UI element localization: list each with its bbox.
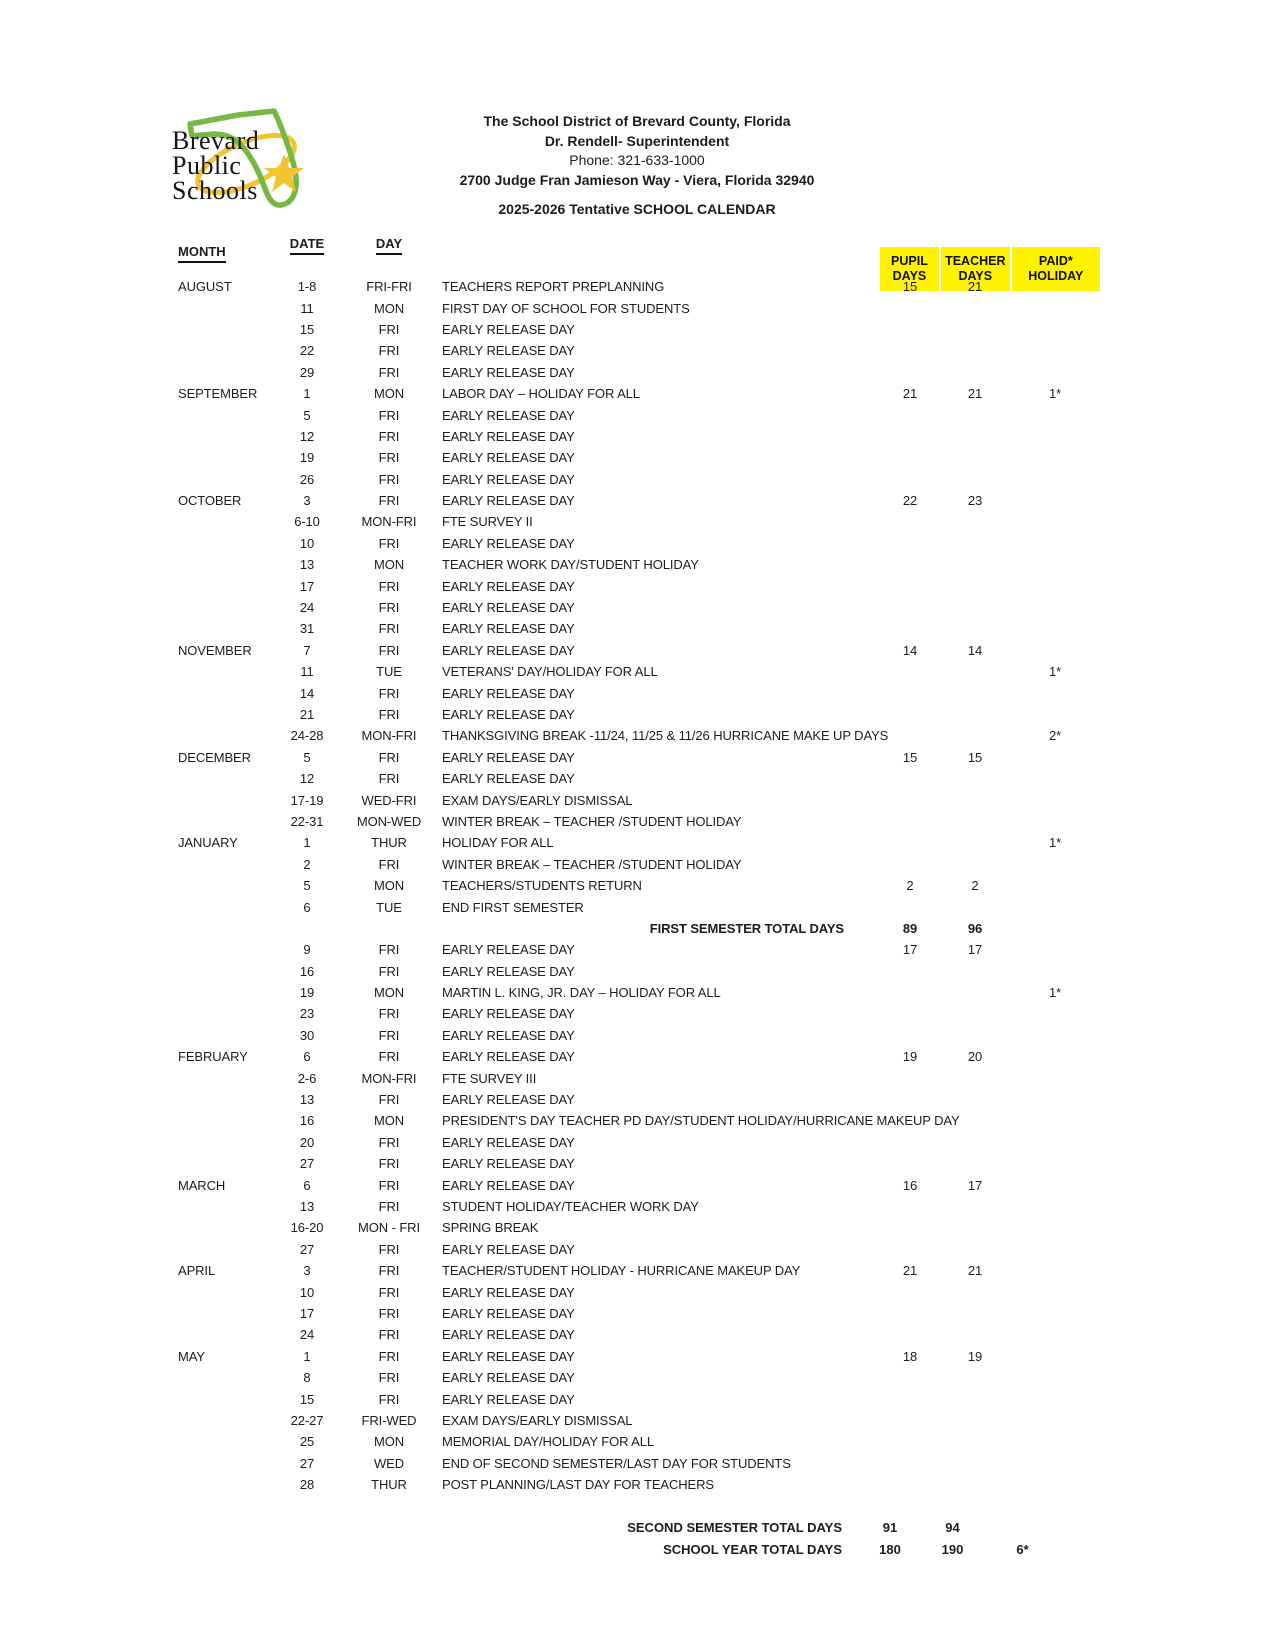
day-cell: FRI <box>378 321 400 337</box>
event-cell: LABOR DAY – HOLIDAY FOR ALL <box>442 386 640 402</box>
day-cell: FRI <box>378 343 400 359</box>
pupil-days-cell: 16 <box>902 1177 918 1193</box>
calendar-row <box>0 1281 1275 1302</box>
calendar-row <box>0 1003 1275 1024</box>
calendar-row <box>0 554 1275 575</box>
pupil-days-cell: 15 <box>902 749 918 765</box>
total-paid-holidays: 6* <box>1016 1541 1029 1557</box>
event-cell: EARLY RELEASE DAY <box>442 1348 575 1364</box>
event-cell: EARLY RELEASE DAY <box>442 600 575 616</box>
day-cell: FRI <box>378 407 400 423</box>
logo-text: Brevard Public Schools <box>172 126 260 205</box>
day-cell: MON <box>373 878 405 894</box>
calendar-row <box>0 768 1275 789</box>
date-cell: 13 <box>299 1092 315 1108</box>
date-cell: 29 <box>299 364 315 380</box>
date-cell: 7 <box>303 642 311 658</box>
date-cell: 9 <box>303 942 311 958</box>
pupil-days-cell: 14 <box>902 642 918 658</box>
day-cell: WED-FRI <box>361 792 417 808</box>
calendar-row <box>0 1367 1275 1388</box>
event-cell: EARLY RELEASE DAY <box>442 450 575 466</box>
day-cell: FRI <box>378 471 400 487</box>
calendar-row <box>0 832 1275 853</box>
pupil-days-cell: 18 <box>902 1348 918 1364</box>
month-cell: JANUARY <box>178 835 238 851</box>
day-cell: FRI <box>378 771 400 787</box>
calendar-row <box>0 961 1275 982</box>
date-cell: 17-19 <box>290 792 324 808</box>
day-cell: FRI <box>378 1092 400 1108</box>
event-cell: EARLY RELEASE DAY <box>442 621 575 637</box>
calendar-row <box>0 704 1275 725</box>
date-cell: 8 <box>303 1370 311 1386</box>
event-cell: EXAM DAYS/EARLY DISMISSAL <box>442 1412 633 1428</box>
day-cell: FRI <box>378 685 400 701</box>
calendar-row <box>0 661 1275 682</box>
calendar-row <box>0 811 1275 832</box>
event-cell: EARLY RELEASE DAY <box>442 578 575 594</box>
calendar-row <box>0 1174 1275 1195</box>
calendar-row <box>0 1410 1275 1431</box>
event-cell: EARLY RELEASE DAY <box>442 1305 575 1321</box>
calendar-row <box>0 1452 1275 1473</box>
event-cell: EARLY RELEASE DAY <box>442 407 575 423</box>
event-cell: END FIRST SEMESTER <box>442 899 584 915</box>
day-cell: FRI <box>378 1370 400 1386</box>
day-cell: WED <box>373 1455 405 1471</box>
teacher-days-cell: 21 <box>967 386 983 402</box>
event-cell: EARLY RELEASE DAY <box>442 1049 575 1065</box>
event-cell: EARLY RELEASE DAY <box>442 642 575 658</box>
event-cell: EARLY RELEASE DAY <box>442 963 575 979</box>
calendar-row <box>0 1431 1275 1452</box>
month-cell: FEBRUARY <box>178 1049 248 1065</box>
calendar-row <box>0 1089 1275 1110</box>
event-cell: POST PLANNING/LAST DAY FOR TEACHERS <box>442 1477 714 1493</box>
address-line: 2700 Judge Fran Jamieson Way - Viera, Florida 32940 <box>459 171 815 188</box>
pupil-days-cell: 17 <box>902 942 918 958</box>
date-cell: 12 <box>299 428 315 444</box>
paid-holiday-header: PAID* HOLIDAY <box>1010 247 1100 291</box>
day-cell: FRI <box>378 856 400 872</box>
calendar-row <box>0 789 1275 810</box>
event-cell: EARLY RELEASE DAY <box>442 1006 575 1022</box>
month-cell: SEPTEMBER <box>178 386 258 402</box>
event-cell: TEACHER WORK DAY/STUDENT HOLIDAY <box>442 557 699 573</box>
event-cell: EARLY RELEASE DAY <box>442 749 575 765</box>
day-cell: FRI-WED <box>361 1412 417 1428</box>
calendar-row <box>0 447 1275 468</box>
date-cell: 22 <box>299 343 315 359</box>
date-cell: 22-31 <box>290 813 324 829</box>
calendar-row <box>0 276 1275 297</box>
day-cell: FRI <box>378 493 400 509</box>
event-cell: EXAM DAYS/EARLY DISMISSAL <box>442 792 633 808</box>
event-cell: EARLY RELEASE DAY <box>442 1284 575 1300</box>
day-cell: MON-FRI <box>361 514 417 530</box>
date-cell: 2-6 <box>297 1070 317 1086</box>
day-cell: FRI <box>378 642 400 658</box>
day-cell: FRI <box>378 364 400 380</box>
year-totals <box>0 1516 1275 1560</box>
calendar-row <box>0 404 1275 425</box>
day-cell: FRI <box>378 749 400 765</box>
calendar-row <box>0 918 1275 939</box>
calendar-row <box>0 1110 1275 1131</box>
date-cell: 24 <box>299 600 315 616</box>
calendar-row <box>0 533 1275 554</box>
paid-holiday-cell: 1* <box>1048 386 1062 402</box>
pupil-days-cell: 21 <box>902 1263 918 1279</box>
month-cell: MAY <box>178 1348 205 1364</box>
calendar-row <box>0 1239 1275 1260</box>
day-cell: FRI <box>378 707 400 722</box>
date-cell: 12 <box>299 771 315 787</box>
calendar-row <box>0 1474 1275 1495</box>
pupil-days-cell: 15 <box>902 279 918 295</box>
month-column-header: MONTH <box>178 244 226 263</box>
date-cell: 1 <box>303 386 311 402</box>
event-cell: EARLY RELEASE DAY <box>442 364 575 380</box>
paid-holiday-cell: 1* <box>1048 985 1062 1001</box>
day-cell: FRI-FRI <box>366 279 412 295</box>
day-cell: MON <box>373 557 405 573</box>
calendar-row <box>0 1046 1275 1067</box>
day-cell: FRI <box>378 1156 400 1172</box>
total-pupil-days: 91 <box>882 1519 898 1535</box>
day-cell: FRI <box>378 1177 400 1193</box>
date-cell: 27 <box>299 1455 315 1471</box>
calendar-row <box>0 640 1275 661</box>
event-cell: MARTIN L. KING, JR. DAY – HOLIDAY FOR ALL <box>442 985 721 1001</box>
event-cell: EARLY RELEASE DAY <box>442 1177 575 1193</box>
day-cell: FRI <box>378 1348 400 1364</box>
month-cell: APRIL <box>178 1263 216 1279</box>
calendar-row <box>0 1025 1275 1046</box>
calendar-row <box>0 618 1275 639</box>
date-cell: 3 <box>303 493 311 509</box>
event-cell: SPRING BREAK <box>442 1220 539 1236</box>
pupil-days-cell: 89 <box>902 920 918 936</box>
date-cell: 23 <box>299 1006 315 1022</box>
day-cell: MON <box>373 1113 405 1129</box>
date-cell: 21 <box>299 707 315 722</box>
day-cell: FRI <box>378 963 400 979</box>
event-cell: FTE SURVEY III <box>442 1070 537 1086</box>
day-cell: FRI <box>378 621 400 637</box>
day-cell: THUR <box>371 1477 407 1493</box>
date-cell: 6 <box>303 1177 311 1193</box>
calendar-row <box>0 1217 1275 1238</box>
event-cell: EARLY RELEASE DAY <box>442 1370 575 1386</box>
date-cell: 1-8 <box>297 279 317 295</box>
superintendent-line: Dr. Rendell- Superintendent <box>544 132 730 149</box>
calendar-row <box>0 426 1275 447</box>
pupil-days-cell: 21 <box>902 386 918 402</box>
paid-holiday-cell: 1* <box>1048 835 1062 851</box>
calendar-row <box>0 511 1275 532</box>
teacher-days-cell: 21 <box>967 279 983 295</box>
teacher-days-cell: 96 <box>967 920 983 936</box>
phone-line: Phone: 321-633-1000 <box>569 152 705 168</box>
event-cell: EARLY RELEASE DAY <box>442 1327 575 1343</box>
event-cell: EARLY RELEASE DAY <box>442 1027 575 1043</box>
calendar-row <box>0 319 1275 340</box>
day-cell: FRI <box>378 535 400 551</box>
event-cell: EARLY RELEASE DAY <box>442 707 575 722</box>
calendar-row <box>0 939 1275 960</box>
day-cell: FRI <box>378 1327 400 1343</box>
day-cell: MON-WED <box>356 813 422 829</box>
day-cell: THUR <box>371 835 407 851</box>
calendar-row <box>0 1346 1275 1367</box>
date-cell: 1 <box>303 835 311 851</box>
calendar-row <box>0 575 1275 596</box>
total-teacher-days: 190 <box>941 1541 964 1557</box>
day-cell: FRI <box>378 1284 400 1300</box>
event-cell: FIRST DAY OF SCHOOL FOR STUDENTS <box>442 300 690 316</box>
calendar-rows <box>0 276 1275 1495</box>
teacher-days-cell: 2 <box>971 878 979 894</box>
calendar-row <box>0 854 1275 875</box>
date-cell: 28 <box>299 1477 315 1493</box>
teacher-days-cell: 23 <box>967 493 983 509</box>
calendar-row <box>0 1153 1275 1174</box>
day-cell: FRI <box>378 1049 400 1065</box>
date-column-header: DATE <box>278 236 336 255</box>
date-cell: 10 <box>299 535 315 551</box>
calendar-row <box>0 469 1275 490</box>
event-cell: EARLY RELEASE DAY <box>442 942 575 958</box>
calendar-row <box>0 896 1275 917</box>
calendar-row <box>0 597 1275 618</box>
calendar-title: 2025-2026 Tentative SCHOOL CALENDAR <box>498 201 776 217</box>
event-cell: EARLY RELEASE DAY <box>442 493 575 509</box>
calendar-row <box>0 1196 1275 1217</box>
date-cell: 16 <box>299 1113 315 1129</box>
teacher-days-header: TEACHER DAYS <box>939 247 1010 291</box>
date-cell: 13 <box>299 557 315 573</box>
calendar-row <box>0 1388 1275 1409</box>
day-cell: FRI <box>378 1027 400 1043</box>
calendar-row <box>0 340 1275 361</box>
month-cell: AUGUST <box>178 279 232 295</box>
event-cell: EARLY RELEASE DAY <box>442 428 575 444</box>
school-year-total-row <box>0 1538 1275 1560</box>
pupil-days-header: PUPIL DAYS <box>891 254 928 283</box>
event-cell: THANKSGIVING BREAK -11/24, 11/25 & 11/26 HURRICANE MAKE UP DAYS <box>442 728 889 744</box>
date-cell: 5 <box>303 407 311 423</box>
event-cell: EARLY RELEASE DAY <box>442 1134 575 1150</box>
day-cell: MON <box>373 300 405 316</box>
event-cell: EARLY RELEASE DAY <box>442 471 575 487</box>
date-cell: 26 <box>299 471 315 487</box>
second-semester-total-row <box>0 1516 1275 1538</box>
event-cell: EARLY RELEASE DAY <box>442 1391 575 1407</box>
event-cell: VETERANS' DAY/HOLIDAY FOR ALL <box>442 664 658 680</box>
date-cell: 11 <box>300 664 314 680</box>
event-cell: PRESIDENT'S DAY TEACHER PD DAY/STUDENT HOLIDAY/HURRICANE MAKEUP DAY <box>442 1113 960 1129</box>
day-cell: FRI <box>378 600 400 616</box>
day-cell: FRI <box>378 1391 400 1407</box>
date-cell: 27 <box>299 1241 315 1257</box>
teacher-days-cell: 19 <box>967 1348 983 1364</box>
calendar-row <box>0 1132 1275 1153</box>
pupil-days-cell: 22 <box>902 493 918 509</box>
paid-holiday-cell: 1* <box>1048 664 1062 680</box>
month-cell: NOVEMBER <box>178 642 252 658</box>
date-cell: 14 <box>299 685 315 701</box>
total-teacher-days: 94 <box>945 1519 960 1535</box>
date-cell: 2 <box>303 856 311 872</box>
pupil-days-cell: 2 <box>906 878 914 894</box>
event-cell: WINTER BREAK – TEACHER /STUDENT HOLIDAY <box>442 856 742 872</box>
calendar-row <box>0 1303 1275 1324</box>
date-cell: 25 <box>299 1434 315 1450</box>
date-cell: 11 <box>300 300 314 316</box>
day-cell: FRI <box>378 1006 400 1022</box>
event-cell: TEACHER/STUDENT HOLIDAY - HURRICANE MAKEUP DAY <box>442 1263 801 1279</box>
teacher-days-cell: 14 <box>967 642 983 658</box>
calendar-row <box>0 1260 1275 1281</box>
date-cell: 5 <box>303 878 311 894</box>
day-cell: FRI <box>378 450 400 466</box>
event-cell: EARLY RELEASE DAY <box>442 535 575 551</box>
date-cell: 5 <box>303 749 311 765</box>
day-cell: TUE <box>376 899 402 915</box>
teacher-days-cell: 17 <box>967 1177 983 1193</box>
date-cell: 30 <box>299 1027 315 1043</box>
date-cell: 15 <box>299 321 315 337</box>
date-cell: 6 <box>303 899 311 915</box>
calendar-row <box>0 747 1275 768</box>
day-cell: FRI <box>378 1134 400 1150</box>
date-cell: 27 <box>299 1156 315 1172</box>
date-cell: 16-20 <box>290 1220 324 1236</box>
total-label: SCHOOL YEAR TOTAL DAYS <box>663 1541 842 1557</box>
day-cell: FRI <box>378 1305 400 1321</box>
event-cell: EARLY RELEASE DAY <box>442 685 575 701</box>
event-cell: TEACHERS REPORT PREPLANNING <box>442 279 665 295</box>
day-cell: FRI <box>378 428 400 444</box>
date-cell: 16 <box>299 963 315 979</box>
date-cell: 24-28 <box>290 728 324 744</box>
day-cell: MON <box>373 1434 405 1450</box>
day-cell: FRI <box>378 1198 400 1214</box>
date-cell: 24 <box>299 1327 315 1343</box>
date-cell: 19 <box>299 985 315 1001</box>
event-cell: HOLIDAY FOR ALL <box>442 835 554 851</box>
month-cell: OCTOBER <box>178 493 242 509</box>
month-cell: DECEMBER <box>178 749 251 765</box>
teacher-days-cell: 20 <box>967 1049 983 1065</box>
calendar-row <box>0 875 1275 896</box>
calendar-row <box>0 1324 1275 1345</box>
brevard-public-schools-logo <box>166 94 326 226</box>
teacher-days-cell: 21 <box>967 1263 983 1279</box>
document-header <box>337 112 937 217</box>
event-cell: WINTER BREAK – TEACHER /STUDENT HOLIDAY <box>442 813 742 829</box>
date-cell: 15 <box>299 1391 315 1407</box>
teacher-days-cell: 15 <box>967 749 983 765</box>
day-cell: MON <box>373 985 405 1001</box>
event-cell: EARLY RELEASE DAY <box>442 771 575 787</box>
day-cell: MON <box>373 386 405 402</box>
event-cell: TEACHERS/STUDENTS RETURN <box>442 878 642 894</box>
date-cell: 17 <box>299 578 315 594</box>
event-cell: FTE SURVEY II <box>442 514 533 530</box>
month-cell: MARCH <box>178 1177 226 1193</box>
event-cell: STUDENT HOLIDAY/TEACHER WORK DAY <box>442 1198 699 1214</box>
date-cell: 3 <box>303 1263 311 1279</box>
calendar-row <box>0 362 1275 383</box>
date-cell: 31 <box>299 621 315 637</box>
date-cell: 17 <box>299 1305 315 1321</box>
event-cell: EARLY RELEASE DAY <box>442 343 575 359</box>
day-cell: FRI <box>378 1241 400 1257</box>
event-cell: END OF SECOND SEMESTER/LAST DAY FOR STUDENTS <box>442 1455 791 1471</box>
event-cell: EARLY RELEASE DAY <box>442 1241 575 1257</box>
date-cell: 1 <box>303 1348 311 1364</box>
event-cell: FIRST SEMESTER TOTAL DAYS <box>649 920 844 936</box>
calendar-row <box>0 725 1275 746</box>
date-cell: 6 <box>303 1049 311 1065</box>
day-cell: FRI <box>378 942 400 958</box>
paid-holiday-cell: 2* <box>1048 728 1062 744</box>
date-cell: 10 <box>299 1284 315 1300</box>
day-cell: FRI <box>378 1263 400 1279</box>
day-cell: TUE <box>376 664 402 680</box>
day-cell: MON - FRI <box>358 1220 420 1236</box>
calendar-row <box>0 682 1275 703</box>
event-cell: EARLY RELEASE DAY <box>442 321 575 337</box>
date-cell: 6-10 <box>294 514 320 530</box>
date-cell: 13 <box>299 1198 315 1214</box>
day-cell: MON-FRI <box>361 1070 417 1086</box>
teacher-days-cell: 17 <box>967 942 983 958</box>
event-cell: EARLY RELEASE DAY <box>442 1156 575 1172</box>
calendar-row <box>0 1067 1275 1088</box>
calendar-row <box>0 490 1275 511</box>
day-column-header: DAY <box>336 236 442 255</box>
date-cell: 20 <box>299 1134 315 1150</box>
event-cell: MEMORIAL DAY/HOLIDAY FOR ALL <box>442 1434 654 1450</box>
day-cell: MON-FRI <box>361 728 417 744</box>
calendar-row <box>0 982 1275 1003</box>
date-cell: 22-27 <box>290 1412 324 1428</box>
calendar-row <box>0 383 1275 404</box>
day-cell: FRI <box>378 578 400 594</box>
date-cell: 19 <box>299 450 315 466</box>
pupil-days-cell: 19 <box>902 1049 918 1065</box>
district-name: The School District of Brevard County, Florida <box>483 113 791 129</box>
calendar-row <box>0 297 1275 318</box>
total-label: SECOND SEMESTER TOTAL DAYS <box>627 1519 842 1535</box>
total-pupil-days: 180 <box>879 1541 901 1557</box>
event-cell: EARLY RELEASE DAY <box>442 1092 575 1108</box>
